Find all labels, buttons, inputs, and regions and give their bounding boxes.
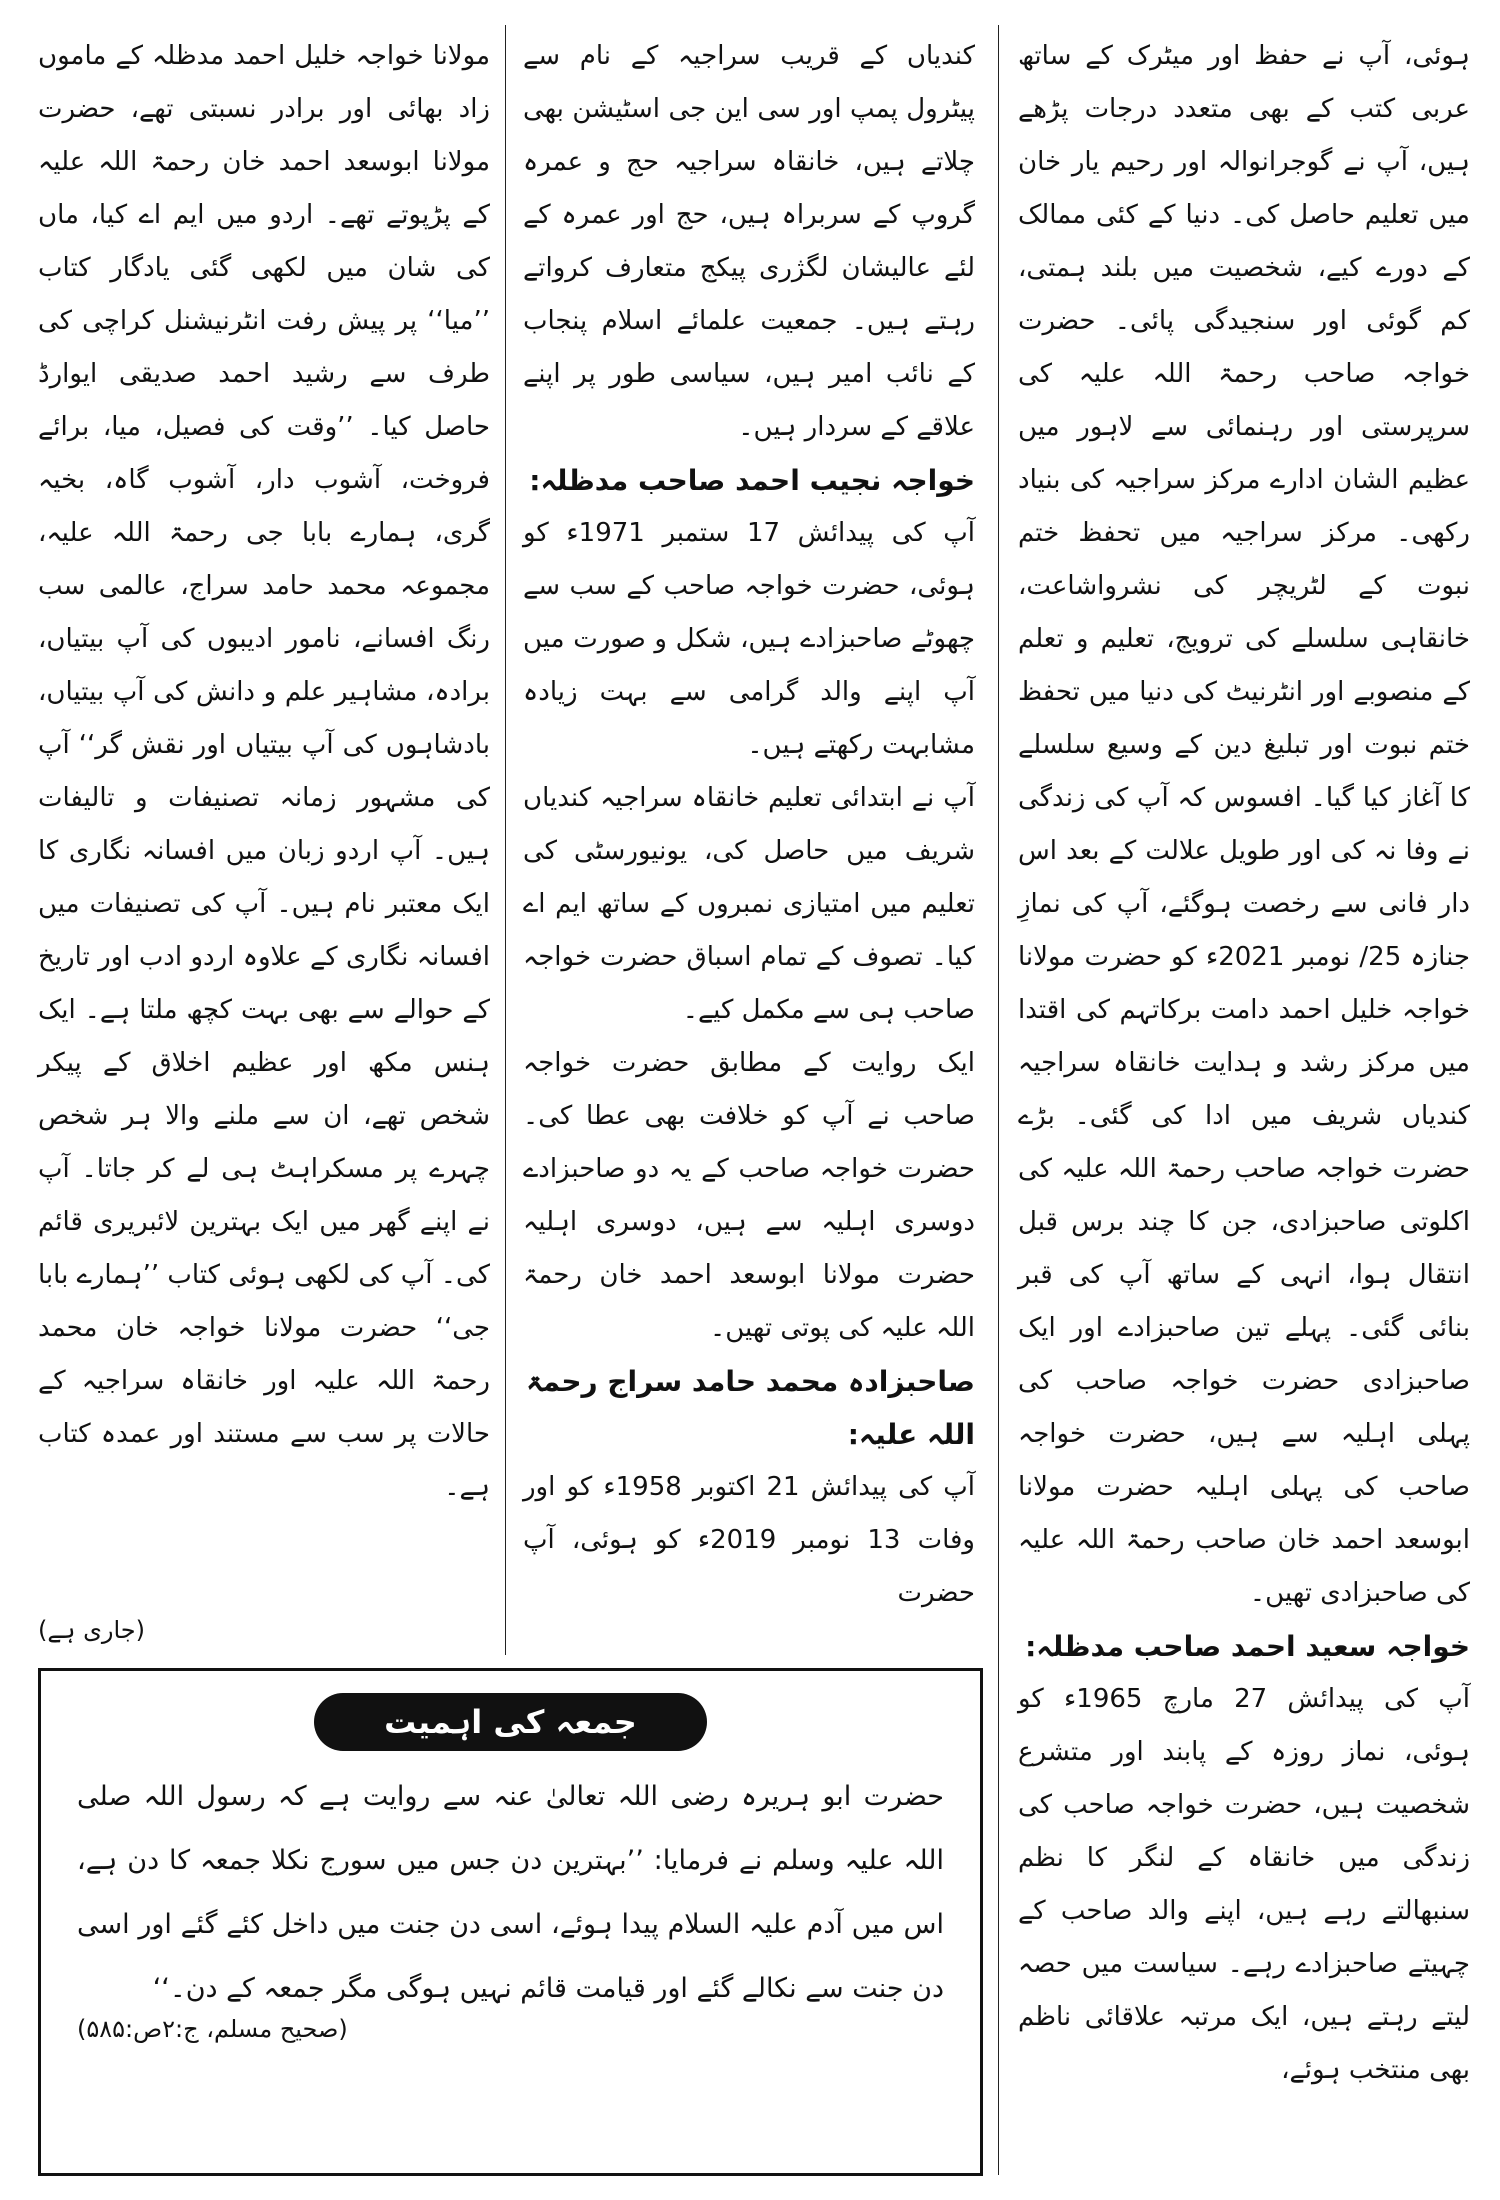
- article-paragraph: آپ کی پیدائش 27 مارچ 1965ء کو ہوئی، نماز روزہ کے پابند اور متشرع شخصیت ہیں، حضرت خواجہ صاحب کی زندگی میں خانقاہ کے لنگر کا نظم سنبھالتے رہے ہیں، اپنے والد صاحب کے چہیتے صاحبزادے رہے۔ سیاست میں حصہ لیتے رہتے ہیں، ایک مرتبہ علاقائی ناظم بھی منتخب ہوئے،: [1018, 1684, 1470, 2085]
- section-heading: خواجہ نجیب احمد صاحب مدظلہ:: [529, 464, 975, 497]
- article-paragraph: آپ کی پیدائش 17 ستمبر 1971ء کو ہوئی، حضرت خواجہ صاحب کے سب سے چھوٹے صاحبزادے ہیں، شکل و صورت میں آپ اپنے والد گرامی سے بہت زیادہ مشابہت رکھتے ہیں۔: [523, 518, 975, 760]
- friday-importance-box: [38, 1668, 983, 2176]
- hadith-reference: (صحیح مسلم، ج:۲ص:۵۸۵): [77, 2015, 348, 2043]
- column-divider: [505, 25, 506, 1655]
- article-paragraph: مولانا خواجہ خلیل احمد مدظلہ کے ماموں زاد بھائی اور برادر نسبتی تھے، حضرت مولانا ابوسعد احمد خان رحمۃ اللہ علیہ کے پڑپوتے تھے۔ اردو میں ایم اے کیا، ماں کی شان میں لکھی گئی یادگار کتاب ’’میا‘‘ پر پیش رفت انٹرنیشنل کراچی کی طرف سے رشید احمد صدیقی ایوارڈ حاصل کیا۔ ’’وقت کی فصیل، میا، برائے فروخت، آشوب دار، آشوب گاہ، بخیہ گری، ہمارے بابا جی رحمۃ اللہ علیہ، مجموعہ محمد حامد سراج، عالمی سب رنگ افسانے، نامور ادیبوں کی آپ بیتیاں، برادہ، مشاہیر علم و دانش کی آپ بیتیاں، بادشاہوں کی آپ بیتیاں اور نقش گر‘‘ آپ کی مشہور زمانہ تصنیفات و تالیفات ہیں۔ آپ اردو زبان میں افسانہ نگاری کا ایک معتبر نام ہیں۔ آپ کی تصنیفات میں افسانہ نگاری کے علاوہ اردو ادب اور تاریخ کے حوالے سے بھی بہت کچھ ملتا ہے۔ ایک ہنس مکھ اور عظیم اخلاق کے پیکر شخص تھے، ان سے ملنے والا ہر شخص چہرے پر مسکراہٹ ہی لے کر جاتا۔ آپ نے اپنے گھر میں ایک بہترین لائبریری قائم کی۔ آپ کی لکھی ہوئی کتاب ’’ہمارے بابا جی‘‘ حضرت مولانا خواجہ خان محمد رحمۃ اللہ علیہ اور خانقاہ سراجیہ کے حالات پر سب سے مستند اور عمدہ کتاب ہے۔: [38, 41, 490, 1502]
- article-paragraph: آپ نے ابتدائی تعلیم خانقاہ سراجیہ کندیاں شریف میں حاصل کی، یونیورسٹی کی تعلیم میں امتیازی نمبروں کے ساتھ ایم اے کیا۔ تصوف کے تمام اسباق حضرت خواجہ صاحب ہی سے مکمل کیے۔: [523, 783, 975, 1025]
- right-column: [1018, 30, 1470, 2097]
- article-paragraph: ہوئی، آپ نے حفظ اور میٹرک کے ساتھ عربی کتب کے بھی متعدد درجات پڑھے ہیں، آپ نے گوجرانوالہ اور رحیم یار خان میں تعلیم حاصل کی۔ دنیا کے کئی ممالک کے دورے کیے، شخصیت میں بلند ہمتی، کم گوئی اور سنجیدگی پائی۔ حضرت خواجہ صاحب رحمۃ اللہ علیہ کی سرپرستی اور رہنمائی سے لاہور میں عظیم الشان ادارے مرکز سراجیہ کی بنیاد رکھی۔ مرکز سراجیہ میں تحفظ ختم نبوت کے لٹریچر کی نشرواشاعت، خانقاہی سلسلے کی ترویج، تعلیم و تعلم کے منصوبے اور انٹرنیٹ کی دنیا میں تحفظ ختم نبوت اور تبلیغ دین کے وسیع سلسلے کا آغاز کیا گیا۔ افسوس کہ آپ کی زندگی نے وفا نہ کی اور طویل علالت کے بعد اس دار فانی سے رخصت ہوگئے، آپ کی نمازِ جنازہ 25/ نومبر 2021ء کو حضرت مولانا خواجہ خلیل احمد دامت برکاتہم کی اقتدا میں مرکز رشد و ہدایت خانقاہ سراجیہ کندیاں شریف میں ادا کی گئی۔ بڑے حضرت خواجہ صاحب رحمۃ اللہ علیہ کی اکلوتی صاحبزادی، جن کا چند برس قبل انتقال ہوا، انہی کے ساتھ آپ کی قبر بنائی گئی۔ پہلے تین صاحبزادے اور ایک صاحبزادی حضرت خواجہ صاحب کی پہلی اہلیہ سے ہیں، حضرت خواجہ صاحب کی پہلی اہلیہ حضرت مولانا ابوسعد احمد خان صاحب رحمۃ اللہ علیہ کی صاحبزادی تھیں۔: [1018, 41, 1470, 1608]
- section-heading: صاحبزادہ محمد حامد سراج رحمۃ اللہ علیہ:: [526, 1365, 975, 1451]
- continued-note: (جاری ہے): [38, 1616, 146, 1644]
- article-paragraph: آپ کی پیدائش 21 اکتوبر 1958ء کو اور وفات 13 نومبر 2019ء کو ہوئی، آپ حضرت: [523, 1472, 975, 1608]
- left-column: [38, 30, 490, 1655]
- section-heading: خواجہ سعید احمد صاحب مدظلہ:: [1025, 1630, 1470, 1663]
- hadith-text: حضرت ابو ہریرہ رضی اللہ تعالیٰ عنہ سے روایت ہے کہ رسول اللہ صلی اللہ علیہ وسلم نے فرمایا: ’’بہترین دن جس میں سورج نکلا جمعہ کا دن ہے، اس میں آدم علیہ السلام پیدا ہوئے، اسی دن جنت میں داخل کئے گئے اور اسی دن جنت سے نکالے گئے اور قیامت قائم نہیں ہوگی مگر جمعہ کے دن۔‘‘: [77, 1781, 944, 2004]
- article-paragraph: کندیاں کے قریب سراجیہ کے نام سے پیٹرول پمپ اور سی این جی اسٹیشن بھی چلاتے ہیں، خانقاہ سراجیہ حج و عمرہ گروپ کے سربراہ ہیں، حج اور عمرہ کے لئے عالیشان لگژری پیکج متعارف کرواتے رہتے ہیں۔ جمعیت علمائے اسلام پنجاب کے نائب امیر ہیں، سیاسی طور پر اپنے علاقے کے سردار ہیں۔: [523, 41, 975, 442]
- box-title: جمعہ کی اہمیت: [314, 1693, 707, 1751]
- article-paragraph: ایک روایت کے مطابق حضرت خواجہ صاحب نے آپ کو خلافت بھی عطا کی۔ حضرت خواجہ صاحب کے یہ دو صاحبزادے دوسری اہلیہ سے ہیں، دوسری اہلیہ حضرت مولانا ابوسعد احمد خان رحمۃ اللہ علیہ کی پوتی تھیں۔: [523, 1048, 975, 1343]
- column-divider: [998, 25, 999, 2175]
- middle-column: [523, 30, 975, 1655]
